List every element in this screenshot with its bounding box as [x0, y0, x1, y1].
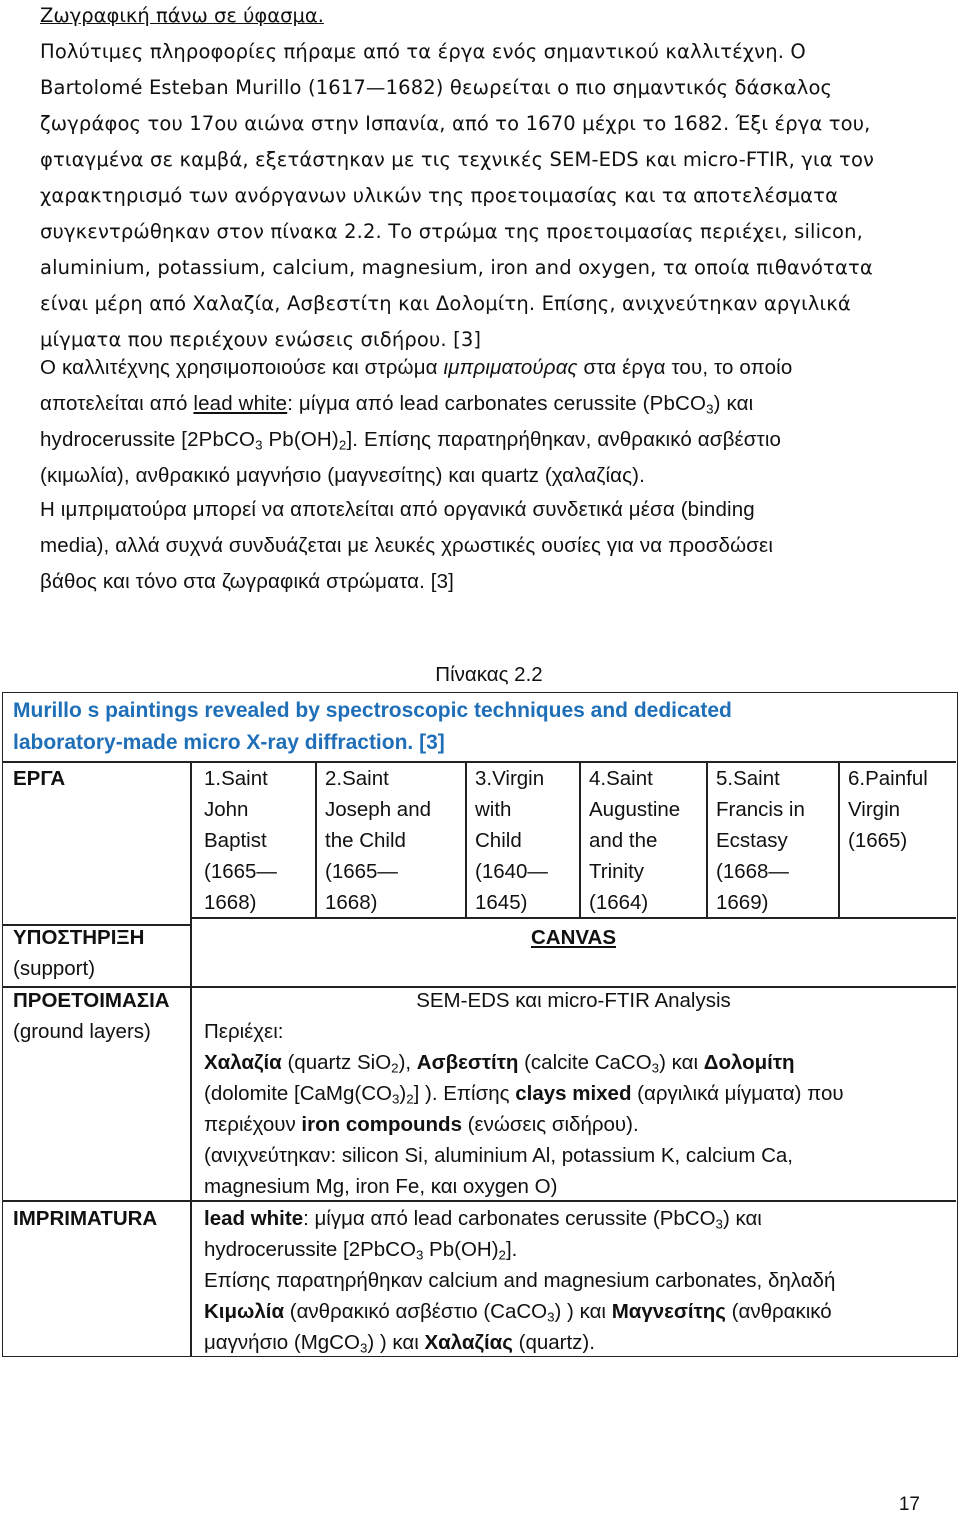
work-line: 1669)	[716, 891, 769, 914]
ground-label-cell	[13, 985, 170, 1047]
work-line: 1668)	[204, 891, 257, 914]
work-line: John	[204, 798, 249, 821]
table-row-divider	[838, 917, 956, 919]
work-line: Baptist	[204, 829, 267, 852]
table-caption: Πίνακας 2.2	[435, 663, 543, 686]
table-col-divider	[579, 761, 581, 917]
work-line: with	[475, 798, 512, 821]
work-line: the Child	[325, 829, 406, 852]
results-table	[2, 692, 958, 1357]
work-line: 4.Saint	[589, 767, 653, 790]
lead-white-link: lead white	[193, 392, 288, 415]
work-line: (1665—	[325, 860, 398, 883]
work-line: (1664)	[589, 891, 649, 914]
work-cell-3	[475, 763, 548, 918]
page-number: 17	[898, 1494, 920, 1515]
paragraph-line: ζωγράφος του 17ου αιώνα στην Ισπανία, από το 1670 μέχρι το 1682. Έξι έργα του,	[40, 112, 871, 135]
ground-line: περιέχουν iron compounds (ενώσεις σιδήρου).	[204, 1113, 639, 1136]
work-line: Joseph and	[325, 798, 432, 821]
section-heading: Ζωγραφική πάνω σε ύφασμα.	[40, 4, 324, 27]
paragraph-line: media), αλλά συχνά συνδυάζεται με λευκές χρωστικές ουσίες για να προσδώσει	[40, 534, 774, 557]
work-line: (1668—	[716, 860, 789, 883]
work-line: Augustine	[589, 798, 681, 821]
work-cell-6	[848, 763, 928, 856]
work-line: 1645)	[475, 891, 528, 914]
paragraph-line: hydrocerussite [2PbCO$_3$ $Pb(OH)_2$]. Επίσης παρατηρήθηκαν, ανθρακικό ασβέστιο	[40, 428, 782, 453]
work-cell-2	[325, 763, 431, 918]
paragraph-line: χαρακτηρισμό των ανόργανων υλικών της προετοιμασίας και τα αποτελέσματα	[40, 184, 839, 207]
paragraph-line: (κιμωλία), ανθρακικό μαγνήσιο (μαγνεσίτης) και quartz (χαλαζίας).	[40, 464, 646, 487]
paragraph-line: Πολύτιμες πληροφορίες πήραμε από τα έργα ενός σημαντικού καλλιτέχνη. Ο	[40, 40, 806, 63]
paragraph-line: είναι μέρη από Χαλαζία, Ασβεστίτη και Δολομίτη. Επίσης, ανιχνεύτηκαν αργιλικά	[40, 292, 851, 315]
work-line: 5.Saint	[716, 767, 780, 790]
work-line: Francis in	[716, 798, 805, 821]
imprimatura-line: hydrocerussite [2PbCO$_3$ $Pb(OH)_2$].	[204, 1238, 518, 1263]
paragraph-line: Η ιμπριματούρα μπορεί να αποτελείται από οργανικά συνδετικά μέσα (binding	[40, 498, 755, 521]
works-label: ΕΡΓΑ	[13, 767, 66, 790]
table-col-divider	[838, 761, 840, 917]
paragraph-line: Ο καλλιτέχνης χρησιμοποιούσε και στρώμα ιμπριματούρας στα έργα του, το οποίο	[40, 356, 793, 379]
work-line: (1665)	[848, 829, 908, 852]
imprimatura-line: μαγνήσιο (MgCO$_3$) ) και Χαλαζίας (quartz).	[204, 1331, 595, 1356]
work-line: 1.Saint	[204, 767, 268, 790]
ground-line: Χαλαζία (quartz SiO$_2$), Ασβεστίτη (calcite CaCO$_3$) και Δολομίτη	[204, 1051, 795, 1076]
paragraph-line: μίγματα που περιέχουν ενώσεις σιδήρου. [3]	[40, 328, 482, 351]
table-col-divider	[706, 761, 708, 917]
work-cell-5	[716, 763, 805, 918]
paragraph-imprimatura	[40, 350, 920, 494]
support-value: CANVAS	[530, 926, 617, 949]
paragraph-line: συγκεντρώθηκαν στον πίνακα 2.2. Το στρώμα της προετοιμασίας περιέχει, silicon,	[40, 220, 863, 243]
paragraph-line: aluminium, potassium, calcium, magnesium, iron and oxygen, τα οποία πιθανότατα	[40, 256, 873, 279]
paragraph-murillo-intro	[40, 34, 920, 358]
table-col-divider	[190, 761, 192, 1356]
work-cell-4	[589, 763, 680, 918]
table-col-divider	[465, 761, 467, 917]
paragraph-line: αποτελείται από lead white: μίγμα από lead carbonates cerussite (PbCO$_3$) και	[40, 392, 754, 417]
work-line: 1668)	[325, 891, 378, 914]
table-title-line: Murillo s paintings revealed by spectroscopic techniques and dedicated	[13, 699, 732, 722]
ground-contents	[204, 1016, 844, 1202]
ground-method: SEM-EDS και micro-FTIR Analysis	[416, 989, 731, 1012]
ground-label: ΠΡΟΕΤΟΙΜΑΣΙΑ	[13, 989, 170, 1012]
paragraph-line: βάθος και τόνο στα ζωγραφικά στρώματα. [3]	[40, 570, 455, 593]
table-title	[13, 695, 943, 759]
paragraph-binding-media	[40, 492, 920, 600]
work-line: Virgin	[848, 798, 901, 821]
work-line: and the	[589, 829, 658, 852]
imprimatura-contents	[204, 1203, 835, 1358]
ground-line: (dolomite $[CaMg(CO_3)_2]$ ). Επίσης clays mixed (αργιλικά μίγματα) που	[204, 1082, 844, 1107]
work-line: (1640—	[475, 860, 548, 883]
imprimatura-label: IMPRIMATURA	[13, 1207, 158, 1230]
paragraph-line: φτιαγμένα σε καμβά, εξετάστηκαν με τις τεχνικές SEM-EDS και micro-FTIR, για τον	[40, 148, 875, 171]
table-col-divider	[315, 761, 317, 917]
table-title-line: laboratory-made micro X-ray diffraction. [3]	[13, 731, 445, 754]
paragraph-line: Bartolomé Esteban Murillo (1617—1682) θεωρείται ο πιο σημαντικός δάσκαλος	[40, 76, 833, 99]
work-line: Child	[475, 829, 522, 852]
imprimatura-line: lead white: μίγμα από lead carbonates cerussite (PbCO$_3$) και	[204, 1207, 762, 1232]
ground-line: magnesium Mg, iron Fe, και oxygen O)	[204, 1175, 558, 1198]
ground-line: Περιέχει:	[204, 1020, 284, 1043]
support-label: ΥΠΟΣΤΗΡΙΞΗ	[13, 926, 145, 949]
support-label-cell	[13, 922, 144, 984]
work-line: Ecstasy	[716, 829, 788, 852]
work-line: 3.Virgin	[475, 767, 545, 790]
support-sublabel: (support)	[13, 957, 96, 980]
work-line: 2.Saint	[325, 767, 389, 790]
work-cell-1	[204, 763, 277, 918]
ground-line: (ανιχνεύτηκαν: silicon Si, aluminium Al, potassium K, calcium Ca,	[204, 1144, 793, 1167]
work-line: Trinity	[589, 860, 645, 883]
work-line: 6.Painful	[848, 767, 928, 790]
work-line: (1665—	[204, 860, 277, 883]
imprimatura-line: Κιμωλία (ανθρακικό ασβέστιο (CaCO$_3$) ) και Μαγνεσίτης (ανθρακικό	[204, 1300, 832, 1325]
ground-sublabel: (ground layers)	[13, 1020, 151, 1043]
imprimatura-line: Επίσης παρατηρήθηκαν calcium and magnesium carbonates, δηλαδή	[204, 1269, 836, 1292]
